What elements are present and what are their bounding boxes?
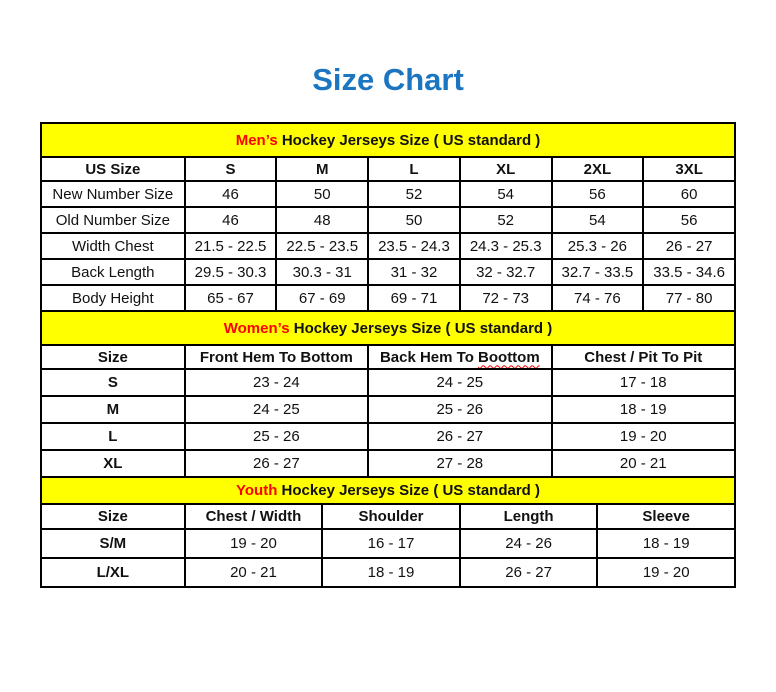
column-header-mens-3: L <box>368 157 460 181</box>
column-header-youth-3: Length <box>460 504 598 529</box>
band-rest-text: Hockey Jerseys Size ( US standard ) <box>277 131 541 149</box>
size-cell: 46 <box>185 207 277 233</box>
column-header-mens-0: US Size <box>41 157 185 181</box>
size-cell: 50 <box>276 181 368 207</box>
size-cell: 60 <box>643 181 735 207</box>
size-cell: 54 <box>460 181 552 207</box>
table-row <box>41 233 735 259</box>
size-cell: 56 <box>552 181 644 207</box>
size-cell: 69 - 71 <box>368 285 460 311</box>
size-cell: 19 - 20 <box>597 558 735 587</box>
column-header-youth-1: Chest / Width <box>185 504 323 529</box>
size-cell: 21.5 - 22.5 <box>185 233 277 259</box>
size-cell: 46 <box>185 181 277 207</box>
column-header-womens-1: Front Hem To Bottom <box>185 345 368 369</box>
row-label-mens-2: Width Chest <box>41 233 185 259</box>
page-title: Size Chart <box>312 62 464 97</box>
row-label-mens-3: Back Length <box>41 259 185 285</box>
section-band-row <box>41 477 735 504</box>
row-label-youth-0: S/M <box>41 529 185 558</box>
size-cell: 50 <box>368 207 460 233</box>
size-cell: 56 <box>643 207 735 233</box>
band-highlight-text: Women’s <box>223 319 290 337</box>
size-cell: 26 - 27 <box>460 558 598 587</box>
table-row <box>41 423 735 450</box>
size-cell: 67 - 69 <box>276 285 368 311</box>
row-label-womens-2: L <box>41 423 185 450</box>
row-label-womens-3: XL <box>41 450 185 477</box>
row-label-womens-1: M <box>41 396 185 423</box>
size-cell: 20 - 21 <box>185 558 323 587</box>
column-header-womens-2 <box>368 345 551 369</box>
size-cell: 23 - 24 <box>185 369 368 396</box>
row-label-youth-1: L/XL <box>41 558 185 587</box>
table-row <box>41 285 735 311</box>
size-cell: 65 - 67 <box>185 285 277 311</box>
size-cell: 18 - 19 <box>322 558 460 587</box>
size-cell: 27 - 28 <box>368 450 551 477</box>
size-cell: 18 - 19 <box>552 396 735 423</box>
size-cell: 19 - 20 <box>185 529 323 558</box>
size-cell: 74 - 76 <box>552 285 644 311</box>
section-band-row <box>41 311 735 345</box>
column-header-mens-1: S <box>185 157 277 181</box>
size-cell: 52 <box>368 181 460 207</box>
size-cell: 16 - 17 <box>322 529 460 558</box>
column-header-mens-5: 2XL <box>552 157 644 181</box>
table-row <box>41 396 735 423</box>
column-header-text: Back Hem To <box>379 348 479 366</box>
table-row <box>41 529 735 558</box>
size-cell: 25 - 26 <box>368 396 551 423</box>
row-label-mens-1: Old Number Size <box>41 207 185 233</box>
size-cell: 18 - 19 <box>597 529 735 558</box>
row-label-mens-0: New Number Size <box>41 181 185 207</box>
size-cell: 30.3 - 31 <box>276 259 368 285</box>
band-rest-text: Hockey Jerseys Size ( US standard ) <box>277 482 540 499</box>
band-highlight-text: Youth <box>236 482 278 499</box>
size-cell: 31 - 32 <box>368 259 460 285</box>
size-cell: 52 <box>460 207 552 233</box>
column-header-mens-2: M <box>276 157 368 181</box>
column-header-youth-2: Shoulder <box>322 504 460 529</box>
size-cell: 32.7 - 33.5 <box>552 259 644 285</box>
section-band-mens <box>41 123 735 157</box>
size-cell: 26 - 27 <box>368 423 551 450</box>
misspelled-word: Boottom <box>478 348 540 366</box>
column-header-womens-0: Size <box>41 345 185 369</box>
size-cell: 24 - 25 <box>368 369 551 396</box>
size-cell: 17 - 18 <box>552 369 735 396</box>
band-rest-text: Hockey Jerseys Size ( US standard ) <box>289 319 553 337</box>
size-cell: 20 - 21 <box>552 450 735 477</box>
size-cell: 25 - 26 <box>185 423 368 450</box>
section-band-youth <box>41 477 735 504</box>
size-cell: 22.5 - 23.5 <box>276 233 368 259</box>
column-header-row <box>41 504 735 529</box>
size-cell: 24 - 25 <box>185 396 368 423</box>
size-cell: 24 - 26 <box>460 529 598 558</box>
row-label-mens-4: Body Height <box>41 285 185 311</box>
table-row <box>41 259 735 285</box>
size-cell: 19 - 20 <box>552 423 735 450</box>
table-row <box>41 450 735 477</box>
table-row <box>41 558 735 587</box>
size-cell: 54 <box>552 207 644 233</box>
size-cell: 77 - 80 <box>643 285 735 311</box>
table-womens <box>40 310 736 478</box>
table-row <box>41 181 735 207</box>
column-header-row <box>41 345 735 369</box>
table-mens <box>40 122 736 312</box>
size-cell: 72 - 73 <box>460 285 552 311</box>
size-cell: 25.3 - 26 <box>552 233 644 259</box>
column-header-mens-6: 3XL <box>643 157 735 181</box>
column-header-mens-4: XL <box>460 157 552 181</box>
column-header-row <box>41 157 735 181</box>
size-cell: 26 - 27 <box>643 233 735 259</box>
column-header-womens-3: Chest / Pit To Pit <box>552 345 735 369</box>
column-header-youth-4: Sleeve <box>597 504 735 529</box>
size-chart <box>40 122 736 588</box>
size-cell: 24.3 - 25.3 <box>460 233 552 259</box>
section-band-womens <box>41 311 735 345</box>
row-label-womens-0: S <box>41 369 185 396</box>
table-row <box>41 369 735 396</box>
table-youth <box>40 476 736 588</box>
size-cell: 48 <box>276 207 368 233</box>
size-cell: 33.5 - 34.6 <box>643 259 735 285</box>
size-cell: 26 - 27 <box>185 450 368 477</box>
size-cell: 29.5 - 30.3 <box>185 259 277 285</box>
size-cell: 32 - 32.7 <box>460 259 552 285</box>
column-header-youth-0: Size <box>41 504 185 529</box>
size-cell: 23.5 - 24.3 <box>368 233 460 259</box>
section-band-row <box>41 123 735 157</box>
band-highlight-text: Men’s <box>235 131 278 149</box>
table-row <box>41 207 735 233</box>
